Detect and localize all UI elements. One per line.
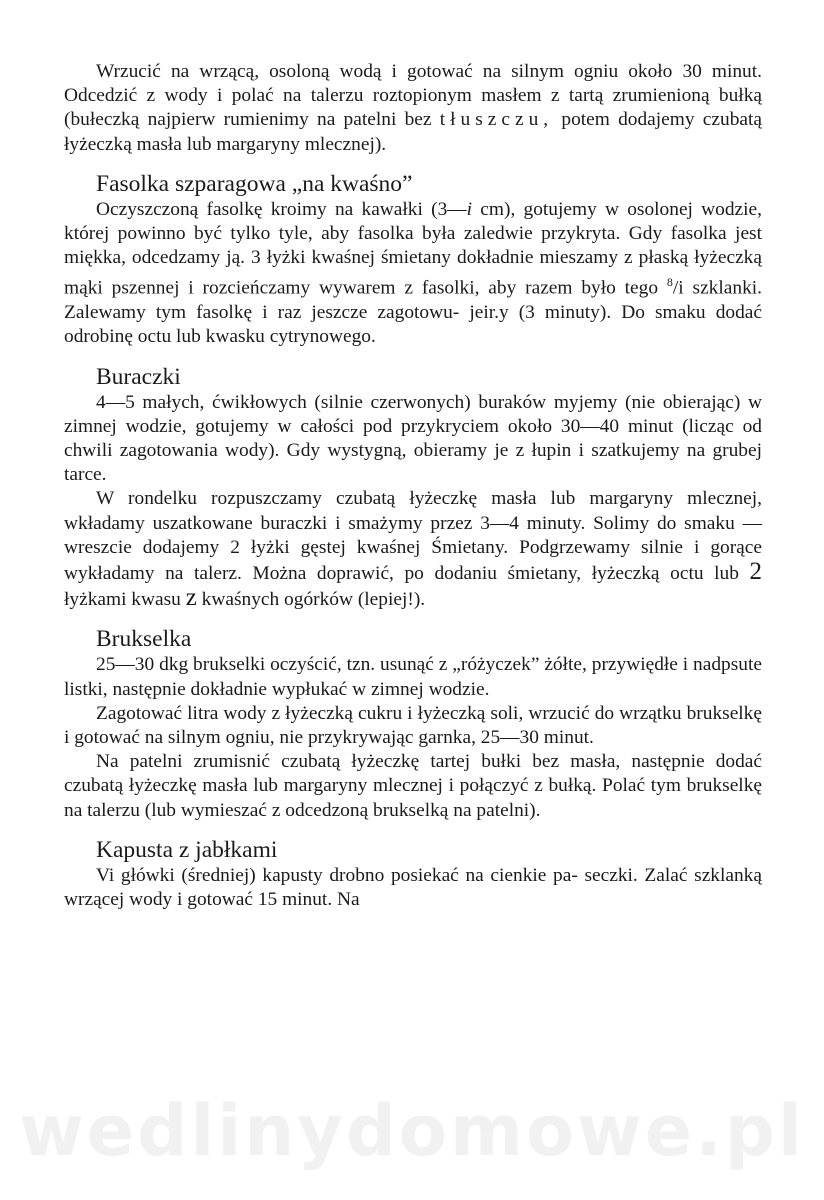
- heading-buraczki: Buraczki: [96, 363, 181, 390]
- heading-kapusta: Kapusta z jabłkami: [96, 836, 278, 863]
- brukselka-paragraph-2: Zagotować litra wody z łyżeczką cukru i łyżeczką soli, wrzucić do wrzątku brukselkę i gotować na silnym ogniu, nie przykrywając garnka, 25—30 minut.: [64, 702, 762, 748]
- recipe-page: [64, 60, 762, 912]
- brukselka-paragraph-3: Na patelni zrumisnić czubatą łyżeczkę tartej bułki bez masła, następnie dodać czubatą łyżeczkę masła lub margaryny mlecznej i połączyć z bułką. Polać tym brukselkę na talerzu (lub wymieszać z odcedzoną brukselką na patelni).: [64, 751, 762, 821]
- buraczki-text-b: łyżkami kwasu: [64, 589, 186, 611]
- intro-text-a: Wrzucić na wrzącą, osoloną wodą i gotować na silnym ogniu około 30 minut. Odcedzić z wody i polać na talerzu roztopionym masłem z tartą zrumienioną bułką (bułeczką najpierw rumienimy na patelni bez: [64, 61, 762, 131]
- heading-fasolka: Fasolka szparagowa „na kwaśno”: [96, 170, 413, 197]
- site-watermark: wedlinydomowe.pl: [19, 1090, 805, 1172]
- intro-paragraph: [64, 60, 762, 157]
- kapusta-paragraph: Vi główki (średniej) kapusty drobno posiekać na cienkie pa- seczki. Zalać szklanką wrzącej wody i gotować 15 minut. Na: [64, 864, 762, 910]
- intro-text-b: potem dodajemy czubatą łyżeczką masła lub margaryny mlecznej).: [64, 109, 762, 155]
- fasolka-superscript: 8: [666, 275, 673, 290]
- brukselka-paragraph-1: 25—30 dkg brukselki oczyścić, tzn. usunąć z „różyczek” żółte, przywiędłe i nadpsute listki, następnie dokładnie wypłukać w zimnej wodzie.: [64, 654, 762, 700]
- buraczki-paragraph-1: 4—5 małych, ćwikłowych (silnie czerwonych) buraków myjemy (nie obierając) w zimnej wodzie, gotujemy w całości pod przykryciem około 30—40 minut (licząc od chwili zagotowania wody). Gdy wystygną, obieramy je z łupin i szatkujemy na grubej tarce.: [64, 391, 762, 486]
- intro-spaced-word: tłuszczu,: [439, 109, 554, 131]
- fasolka-text-b: cm), gotujemy w osolonej wodzie, której powinno być tylko tyle, aby fasolka była zaledwie przykryta. Gdy fasolka jest miękka, odcedzamy ją. 3 łyżki kwaśnej śmietany dokładnie mieszamy z płaską łyżeczką mąki pszennej i rozcieńczamy wywarem z fasolki, aby razem było tego: [64, 198, 763, 299]
- fasolka-italic: i: [466, 198, 473, 220]
- buraczki-paragraph-2: [64, 487, 762, 612]
- buraczki-text-a: W rondelku rozpuszczamy czubatą łyżeczkę masła lub margaryny mlecznej, wkładamy uszatkowane buraczki i smażymy przez 3—4 minuty. Solimy do smaku — wreszcie dodajemy 2 łyżki gęstej kwaśnej Śmietany. Podgrzewamy silnie i gorące wykładamy na talerz. Można doprawić, po dodaniu śmietany, łyżeczką octu lub: [64, 488, 762, 584]
- fasolka-text-c: /i szklanki. Zalewamy tym fasolkę i raz jeszcze zagotowu- jeir.y (3 minuty). Do smaku dodać odrobinę octu lub kwasku cytrynowego.: [64, 277, 762, 348]
- buraczki-text-c: kwaśnych ogórków (lepiej!).: [196, 589, 426, 611]
- heading-brukselka: Brukselka: [96, 626, 192, 653]
- buraczki-large-digit: 2: [749, 557, 762, 585]
- fasolka-text-a: Oczyszczoną fasolkę kroimy na kawałki (3—: [96, 198, 467, 220]
- buraczki-large-letter: z: [185, 584, 197, 612]
- fasolka-paragraph: [64, 198, 762, 350]
